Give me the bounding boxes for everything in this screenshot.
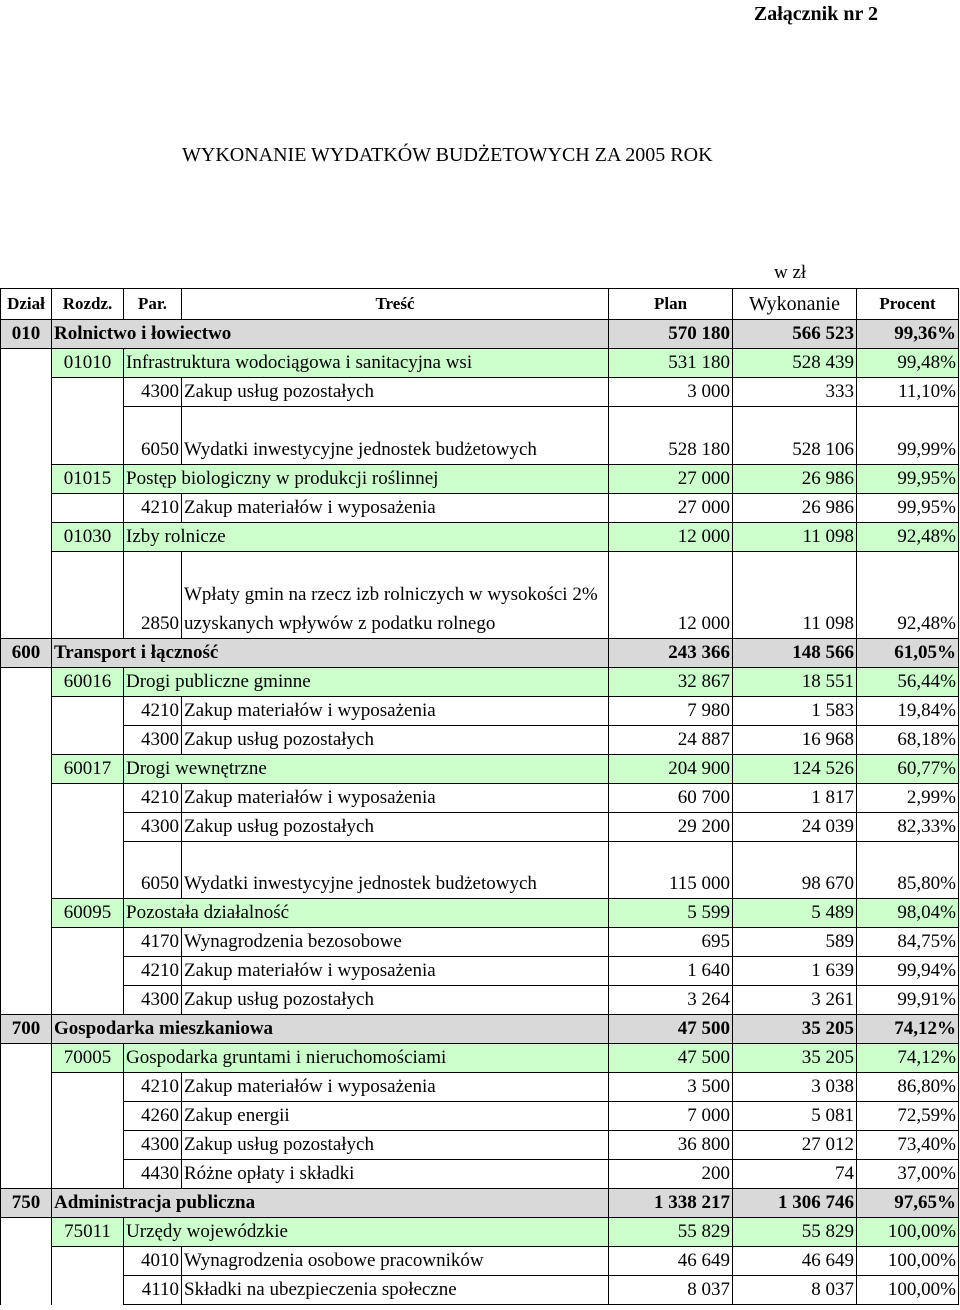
empty-cell: [1, 551, 52, 638]
wykonanie-cell: 26 986: [733, 493, 857, 522]
header-plan: Plan: [609, 289, 733, 320]
procent-cell: 99,99%: [857, 407, 959, 465]
empty-cell: [1, 1247, 52, 1276]
wykonanie-cell: 35 205: [733, 1015, 857, 1044]
empty-cell: [52, 957, 124, 986]
empty-cell: [52, 986, 124, 1015]
rozdzial-name-cell: Pozostała działalność: [124, 899, 609, 928]
rozdzial-code-cell: 70005: [52, 1044, 124, 1073]
plan-cell: 7 000: [609, 1102, 733, 1131]
header-dzial: Dział: [1, 289, 52, 320]
paragraf-name-cell: Zakup usług pozostałych: [182, 986, 609, 1015]
wykonanie-cell: 35 205: [733, 1044, 857, 1073]
empty-cell: [1, 1218, 52, 1247]
document-title: WYKONANIE WYDATKÓW BUDŻETOWYCH ZA 2005 ROK: [182, 144, 713, 166]
procent-cell: 2,99%: [857, 783, 959, 812]
plan-cell: 3 264: [609, 986, 733, 1015]
paragraf-code-cell: 6050: [124, 841, 182, 899]
rozdzial-name-cell: Postęp biologiczny w produkcji roślinnej: [124, 464, 609, 493]
procent-cell: 61,05%: [857, 638, 959, 667]
empty-cell: [1, 725, 52, 754]
procent-cell: 92,48%: [857, 551, 959, 638]
rozdzial-code-cell: 60095: [52, 899, 124, 928]
table-row: [1, 1218, 959, 1247]
paragraf-name-cell: Zakup materiałów i wyposażenia: [182, 783, 609, 812]
procent-cell: 68,18%: [857, 725, 959, 754]
dzial-code-cell: 010: [1, 320, 52, 349]
procent-cell: 92,48%: [857, 522, 959, 551]
dzial-code-cell: 600: [1, 638, 52, 667]
paragraf-name-cell: Wynagrodzenia bezosobowe: [182, 928, 609, 957]
procent-cell: 99,91%: [857, 986, 959, 1015]
procent-cell: 98,04%: [857, 899, 959, 928]
table-row: [1, 1044, 959, 1073]
plan-cell: 1 640: [609, 957, 733, 986]
plan-cell: 24 887: [609, 725, 733, 754]
empty-cell: [1, 928, 52, 957]
wykonanie-cell: 74: [733, 1160, 857, 1189]
paragraf-code-cell: 4110: [124, 1276, 182, 1305]
paragraf-name-cell: Zakup usług pozostałych: [182, 1131, 609, 1160]
paragraf-name-cell: Zakup energii: [182, 1102, 609, 1131]
empty-cell: [1, 1102, 52, 1131]
table-row: [1, 1247, 959, 1276]
empty-cell: [1, 1044, 52, 1073]
plan-cell: 115 000: [609, 841, 733, 899]
plan-cell: 243 366: [609, 638, 733, 667]
table-row: [1, 1276, 959, 1305]
empty-cell: [1, 1131, 52, 1160]
plan-cell: 1 338 217: [609, 1189, 733, 1218]
wykonanie-cell: 528 439: [733, 349, 857, 378]
plan-cell: 27 000: [609, 493, 733, 522]
paragraf-code-cell: 4210: [124, 783, 182, 812]
table-row: [1, 464, 959, 493]
wykonanie-cell: 27 012: [733, 1131, 857, 1160]
table-row: [1, 783, 959, 812]
empty-cell: [52, 1276, 124, 1305]
paragraf-name-cell: Wydatki inwestycyjne jednostek budżetowych: [182, 841, 609, 899]
paragraf-name-cell: Wynagrodzenia osobowe pracowników: [182, 1247, 609, 1276]
paragraf-name-cell: Zakup materiałów i wyposażenia: [182, 696, 609, 725]
empty-cell: [1, 1276, 52, 1305]
empty-cell: [1, 522, 52, 551]
table-row: [1, 696, 959, 725]
table-header-row: [1, 289, 959, 320]
dzial-name-cell: Administracja publiczna: [52, 1189, 609, 1218]
dzial-code-cell: 750: [1, 1189, 52, 1218]
plan-cell: 200: [609, 1160, 733, 1189]
procent-cell: 97,65%: [857, 1189, 959, 1218]
paragraf-code-cell: 4210: [124, 493, 182, 522]
unit-label: w zł: [774, 262, 807, 283]
empty-cell: [1, 667, 52, 696]
empty-cell: [52, 378, 124, 407]
rozdzial-name-cell: Drogi publiczne gminne: [124, 667, 609, 696]
procent-cell: 37,00%: [857, 1160, 959, 1189]
empty-cell: [52, 493, 124, 522]
table-row: [1, 320, 959, 349]
plan-cell: 12 000: [609, 551, 733, 638]
procent-cell: 82,33%: [857, 812, 959, 841]
plan-cell: 36 800: [609, 1131, 733, 1160]
table-row: [1, 493, 959, 522]
wykonanie-cell: 8 037: [733, 1276, 857, 1305]
paragraf-name-cell: Różne opłaty i składki: [182, 1160, 609, 1189]
table-row: [1, 841, 959, 899]
plan-cell: 32 867: [609, 667, 733, 696]
table-row: [1, 638, 959, 667]
header-procent: Procent: [857, 289, 959, 320]
plan-cell: 204 900: [609, 754, 733, 783]
wykonanie-cell: 1 583: [733, 696, 857, 725]
table-row: [1, 1189, 959, 1218]
wykonanie-cell: 333: [733, 378, 857, 407]
procent-cell: 19,84%: [857, 696, 959, 725]
paragraf-name-cell: Zakup materiałów i wyposażenia: [182, 1073, 609, 1102]
plan-cell: 7 980: [609, 696, 733, 725]
empty-cell: [52, 1160, 124, 1189]
procent-cell: 85,80%: [857, 841, 959, 899]
table-row: [1, 1073, 959, 1102]
empty-cell: [52, 783, 124, 812]
plan-cell: 3 500: [609, 1073, 733, 1102]
wykonanie-cell: 16 968: [733, 725, 857, 754]
plan-cell: 3 000: [609, 378, 733, 407]
empty-cell: [52, 1073, 124, 1102]
empty-cell: [1, 812, 52, 841]
rozdzial-name-cell: Drogi wewnętrzne: [124, 754, 609, 783]
plan-cell: 55 829: [609, 1218, 733, 1247]
procent-cell: 99,94%: [857, 957, 959, 986]
empty-cell: [1, 349, 52, 378]
plan-cell: 5 599: [609, 899, 733, 928]
rozdzial-code-cell: 01010: [52, 349, 124, 378]
header-wykonanie: Wykonanie: [733, 289, 857, 320]
paragraf-code-cell: 4210: [124, 696, 182, 725]
table-row: [1, 522, 959, 551]
empty-cell: [52, 696, 124, 725]
wykonanie-cell: 55 829: [733, 1218, 857, 1247]
procent-cell: 86,80%: [857, 1073, 959, 1102]
wykonanie-cell: 5 489: [733, 899, 857, 928]
procent-cell: 74,12%: [857, 1044, 959, 1073]
empty-cell: [1, 957, 52, 986]
empty-cell: [1, 378, 52, 407]
paragraf-name-cell: Zakup usług pozostałych: [182, 812, 609, 841]
plan-cell: 47 500: [609, 1015, 733, 1044]
rozdzial-code-cell: 60017: [52, 754, 124, 783]
dzial-name-cell: Transport i łączność: [52, 638, 609, 667]
rozdzial-name-cell: Infrastruktura wodociągowa i sanitacyjna wsi: [124, 349, 609, 378]
paragraf-name-cell: Zakup usług pozostałych: [182, 378, 609, 407]
dzial-code-cell: 700: [1, 1015, 52, 1044]
table-row: [1, 1102, 959, 1131]
paragraf-name-cell: Zakup materiałów i wyposażenia: [182, 957, 609, 986]
wykonanie-cell: 11 098: [733, 551, 857, 638]
paragraf-code-cell: 4300: [124, 986, 182, 1015]
empty-cell: [1, 696, 52, 725]
empty-cell: [1, 493, 52, 522]
procent-cell: 72,59%: [857, 1102, 959, 1131]
empty-cell: [52, 1247, 124, 1276]
empty-cell: [52, 407, 124, 465]
plan-cell: 12 000: [609, 522, 733, 551]
procent-cell: 84,75%: [857, 928, 959, 957]
rozdzial-code-cell: 01030: [52, 522, 124, 551]
procent-cell: 100,00%: [857, 1218, 959, 1247]
procent-cell: 60,77%: [857, 754, 959, 783]
procent-cell: 73,40%: [857, 1131, 959, 1160]
table-row: [1, 378, 959, 407]
paragraf-name-cell: Wydatki inwestycyjne jednostek budżetowych: [182, 407, 609, 465]
table-row: [1, 1131, 959, 1160]
rozdzial-code-cell: 01015: [52, 464, 124, 493]
paragraf-code-cell: 6050: [124, 407, 182, 465]
plan-cell: 60 700: [609, 783, 733, 812]
rozdzial-name-cell: Izby rolnicze: [124, 522, 609, 551]
wykonanie-cell: 528 106: [733, 407, 857, 465]
table-row: [1, 407, 959, 465]
table-row: [1, 986, 959, 1015]
empty-cell: [52, 812, 124, 841]
empty-cell: [52, 928, 124, 957]
wykonanie-cell: 46 649: [733, 1247, 857, 1276]
empty-cell: [1, 841, 52, 899]
procent-cell: 100,00%: [857, 1276, 959, 1305]
paragraf-code-cell: 4260: [124, 1102, 182, 1131]
header-rozdz: Rozdz.: [52, 289, 124, 320]
rozdzial-name-cell: Gospodarka gruntami i nieruchomościami: [124, 1044, 609, 1073]
wykonanie-cell: 566 523: [733, 320, 857, 349]
plan-cell: 531 180: [609, 349, 733, 378]
paragraf-name-cell: Składki na ubezpieczenia społeczne: [182, 1276, 609, 1305]
empty-cell: [1, 1073, 52, 1102]
annex-label: Załącznik nr 2: [753, 3, 878, 25]
table-row: [1, 1015, 959, 1044]
empty-cell: [1, 754, 52, 783]
plan-cell: 27 000: [609, 464, 733, 493]
wykonanie-cell: 1 639: [733, 957, 857, 986]
table-row: [1, 812, 959, 841]
dzial-name-cell: Rolnictwo i łowiectwo: [52, 320, 609, 349]
wykonanie-cell: 11 098: [733, 522, 857, 551]
rozdzial-name-cell: Urzędy wojewódzkie: [124, 1218, 609, 1247]
rozdzial-code-cell: 60016: [52, 667, 124, 696]
wykonanie-cell: 1 306 746: [733, 1189, 857, 1218]
rozdzial-code-cell: 75011: [52, 1218, 124, 1247]
wykonanie-cell: 18 551: [733, 667, 857, 696]
paragraf-code-cell: 4300: [124, 1131, 182, 1160]
paragraf-name-cell: Wpłaty gmin na rzecz izb rolniczych w wysokości 2% uzyskanych wpływów z podatku rolnego: [182, 551, 609, 638]
plan-cell: 47 500: [609, 1044, 733, 1073]
empty-cell: [52, 1131, 124, 1160]
procent-cell: 99,95%: [857, 493, 959, 522]
wykonanie-cell: 589: [733, 928, 857, 957]
plan-cell: 8 037: [609, 1276, 733, 1305]
empty-cell: [1, 899, 52, 928]
empty-cell: [52, 1102, 124, 1131]
wykonanie-cell: 124 526: [733, 754, 857, 783]
header-tresc: Treść: [182, 289, 609, 320]
wykonanie-cell: 5 081: [733, 1102, 857, 1131]
paragraf-code-cell: 4430: [124, 1160, 182, 1189]
paragraf-name-cell: Zakup usług pozostałych: [182, 725, 609, 754]
procent-cell: 56,44%: [857, 667, 959, 696]
paragraf-name-cell: Zakup materiałów i wyposażenia: [182, 493, 609, 522]
paragraf-code-cell: 4210: [124, 1073, 182, 1102]
wykonanie-cell: 3 261: [733, 986, 857, 1015]
plan-cell: 29 200: [609, 812, 733, 841]
procent-cell: 99,48%: [857, 349, 959, 378]
header-par: Par.: [124, 289, 182, 320]
paragraf-code-cell: 4170: [124, 928, 182, 957]
table-row: [1, 725, 959, 754]
paragraf-code-cell: 4300: [124, 378, 182, 407]
procent-cell: 99,36%: [857, 320, 959, 349]
empty-cell: [1, 986, 52, 1015]
table-row: [1, 1160, 959, 1189]
plan-cell: 570 180: [609, 320, 733, 349]
wykonanie-cell: 26 986: [733, 464, 857, 493]
wykonanie-cell: 1 817: [733, 783, 857, 812]
paragraf-code-cell: 4010: [124, 1247, 182, 1276]
empty-cell: [52, 841, 124, 899]
dzial-name-cell: Gospodarka mieszkaniowa: [52, 1015, 609, 1044]
table-body: [1, 320, 959, 1305]
wykonanie-cell: 98 670: [733, 841, 857, 899]
table-row: [1, 957, 959, 986]
wykonanie-cell: 148 566: [733, 638, 857, 667]
table-row: [1, 928, 959, 957]
paragraf-code-cell: 4300: [124, 725, 182, 754]
procent-cell: 11,10%: [857, 378, 959, 407]
table-row: [1, 349, 959, 378]
empty-cell: [1, 407, 52, 465]
empty-cell: [1, 1160, 52, 1189]
empty-cell: [1, 783, 52, 812]
budget-table: [0, 288, 959, 1305]
empty-cell: [1, 464, 52, 493]
table-row: [1, 551, 959, 638]
procent-cell: 99,95%: [857, 464, 959, 493]
paragraf-code-cell: 4210: [124, 957, 182, 986]
plan-cell: 695: [609, 928, 733, 957]
empty-cell: [52, 551, 124, 638]
table-row: [1, 667, 959, 696]
plan-cell: 528 180: [609, 407, 733, 465]
procent-cell: 100,00%: [857, 1247, 959, 1276]
plan-cell: 46 649: [609, 1247, 733, 1276]
empty-cell: [52, 725, 124, 754]
wykonanie-cell: 3 038: [733, 1073, 857, 1102]
procent-cell: 74,12%: [857, 1015, 959, 1044]
paragraf-code-cell: 4300: [124, 812, 182, 841]
wykonanie-cell: 24 039: [733, 812, 857, 841]
table-row: [1, 899, 959, 928]
table-row: [1, 754, 959, 783]
paragraf-code-cell: 2850: [124, 551, 182, 638]
